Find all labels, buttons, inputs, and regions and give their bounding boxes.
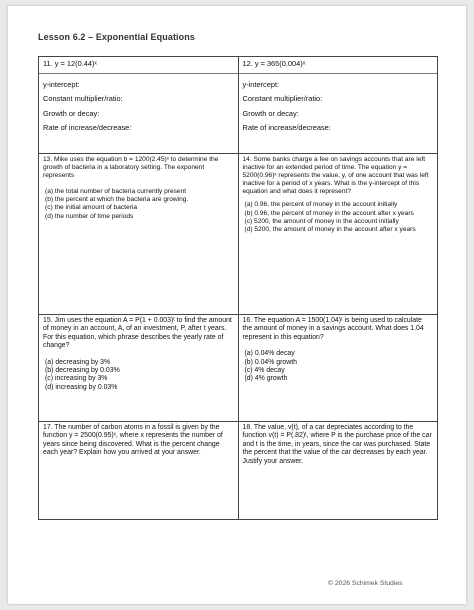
growth-or-decay-label: Growth or decay:	[242, 108, 299, 118]
question-grid	[38, 56, 438, 520]
question-12-equation: 12. y = 365(0.004)ˣ	[239, 59, 438, 74]
worksheet-page	[8, 6, 466, 604]
question-16-text: 16. The equation A = 1500(1.04)ᵗ is being used to calculate the amount of money in a savings account. What does 1.04 represent in this equation?	[242, 317, 424, 341]
question-18-cell	[238, 422, 438, 520]
question-15-text: 15. Jim uses the equation A = P(1 + 0.003)ᵗ to find the amount of money in an account, A, of an investment, P, after t years. For this equation, which phrase describes the yearly rate of change?	[43, 317, 232, 350]
question-15-options	[43, 359, 234, 393]
option-b: (b) decreasing by 0.03%	[45, 367, 120, 375]
option-a: (a) the total number of bacteria currently present	[45, 188, 187, 196]
option-d: (d) 4% growth	[244, 375, 288, 383]
question-11-cell	[39, 57, 239, 154]
question-17-cell	[39, 422, 239, 520]
question-13-options	[43, 188, 234, 220]
option-a: (a) decreasing by 3%	[45, 358, 111, 366]
option-d: (d) the number of time periods	[45, 212, 134, 220]
option-c: (c) increasing by 3%	[45, 375, 108, 383]
option-a: (a) 0.04% decay	[244, 350, 295, 358]
option-d: (d) increasing by 0.03%	[45, 383, 118, 391]
option-c: (c) the initial amount of bacteria	[45, 204, 137, 212]
question-13-cell	[39, 154, 239, 315]
rate-label: Rate of increase/decrease:	[43, 123, 132, 132]
question-12-cell	[238, 57, 438, 154]
growth-or-decay-label: Growth or decay:	[43, 108, 100, 118]
copyright-footer: © 2026 Schimek Studies	[328, 580, 403, 587]
constant-multiplier-label: Constant multiplier/ratio:	[242, 94, 323, 103]
option-b: (b) the percent at which the bacteria are growing.	[45, 196, 189, 204]
question-11-equation: 11. y = 12(0.44)ˣ	[39, 59, 238, 74]
option-b: (b) 0.04% growth	[244, 358, 297, 366]
page-title: Lesson 6.2 – Exponential Equations	[38, 32, 195, 42]
option-b: (b) 0.96, the percent of money in the account after x years	[244, 209, 414, 217]
question-14-cell	[238, 154, 438, 315]
y-intercept-label: y-intercept:	[242, 79, 280, 89]
question-16-options	[243, 350, 434, 384]
y-intercept-label: y-intercept:	[43, 79, 80, 89]
option-c: (c) 4% decay	[244, 367, 285, 375]
question-14-options	[243, 201, 434, 233]
question-16-cell	[238, 315, 438, 422]
question-18-text: 18. The value, v(t), of a car depreciates according to the function v(t) = P(.82)ᵗ, where P is the purchase price of the car and t is the time, in years, since the car was purchased. State the percent that the value of the car decreases by each year. Justify your answer.	[242, 424, 432, 465]
option-a: (a) 0.96, the percent of money in the account initially	[244, 201, 398, 209]
question-17-text: 17. The number of carbon atoms in a fossil is given by the function y = 2500(0.95)ˣ, where x represents the number of years since being discovered. What is the percent change each year? Explain how you arrived at your answer.	[43, 424, 223, 457]
option-c: (c) 5200, the amount of money in the account initially	[244, 217, 399, 225]
constant-multiplier-label: Constant multiplier/ratio:	[43, 94, 123, 103]
option-d: (d) 5200, the amount of money in the account after x years	[244, 225, 416, 233]
question-15-cell	[39, 315, 239, 422]
question-14-text: 14. Some banks charge a fee on savings accounts that are left inactive for an extended period of time. The equation y = 5200(0.96)ˣ represents the value, y, of one account that was left inactive for a period of x years. What is the y-intercept of this equation and what does it represent?	[242, 156, 429, 196]
question-13-text: 13. Mike uses the equation b = 1200(2.45)ˣ to determine the growth of bacteria in a laboratory setting. The exponent represents	[43, 156, 219, 180]
rate-label: Rate of increase/decrease:	[242, 123, 331, 132]
